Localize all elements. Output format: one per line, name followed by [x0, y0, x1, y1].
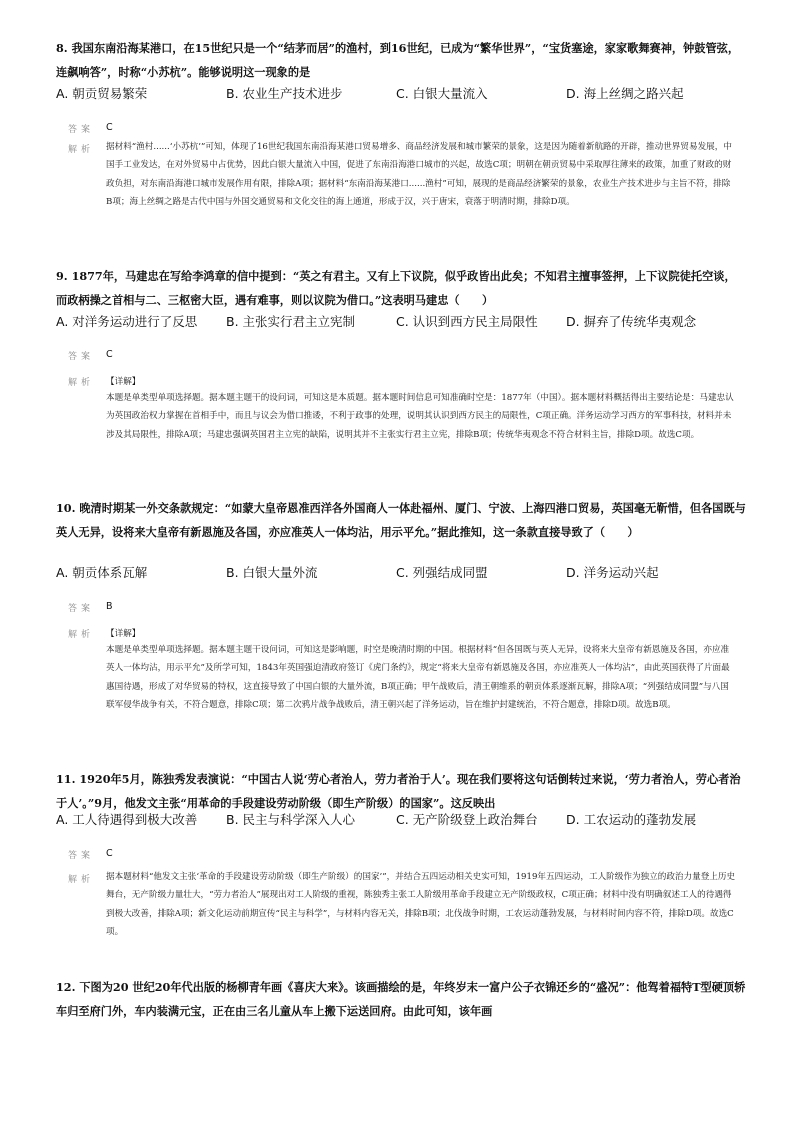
question-10-stem: 10. 晚清时期某一外交条款规定：“如蒙大皇帝恩准西洋各外国商人一体赴福州、厦门、宁波、上海四港口贸易，英国毫无靳惜，但各国既与英人无异，设将来大皇帝有新恩施及各国，亦应准英人一体均沾，用示平允。”据此推知，这一条款直接导致了（ ） [56, 501, 746, 539]
question-9-options [56, 312, 746, 332]
question-11-stem: 11. 1920年5月，陈独秀发表演说：“中国古人说‘劳心者治人，劳力者治于人’。现在我们要将这句话倒转过来说，‘劳力者治人，劳心者治于人’。”9月，他发文主张“用革命的手段建设劳动阶级（即生产阶级）的国家”。这反映出 [56, 772, 741, 810]
option-d[interactable]: D. 洋务运动兴起 [566, 565, 659, 580]
detail-label: 【详解】 [106, 629, 141, 639]
answer-label: 答案 [68, 352, 95, 362]
option-c[interactable]: C. 认识到西方民主局限性 [396, 314, 538, 329]
option-a[interactable]: A. 工人待遇得到极大改善 [56, 812, 198, 827]
answer-value: C [106, 349, 113, 360]
question-8-stem: 8. 我国东南沿海某港口，在15世纪只是一个“结茅而居”的渔村，到16世纪，已成为“繁华世界”，“宝货塞途，家家歌舞赛神，钟鼓管弦，连飙响答”，时称“小苏杭”。能够说明这一现象的是 [56, 41, 740, 79]
option-b[interactable]: B. 主张实行君主立宪制 [226, 314, 356, 329]
question-11-options [56, 810, 746, 830]
option-a[interactable]: A. 朝贡体系瓦解 [56, 565, 148, 580]
option-c[interactable]: C. 无产阶级登上政治舞台 [396, 812, 538, 827]
option-a[interactable]: A. 对洋务运动进行了反思 [56, 314, 198, 329]
analysis-text: 据本题材料“他发文主张‘革命的手段建设劳动阶级（即生产阶级）的国家’”，并结合五四运动相关史实可知，1919年五四运动，工人阶级作为独立的政治力量登上历史舞台，无产阶级力量壮大，“劳力者治人”展现出对工人阶级的重视，陈独秀主张工人阶级用革命手段建立无产阶级政权，C项正确；材料中没有明确叙述工人的待遇得到极大改善，排除A项；新文化运动前期宣传“民主与科学”，与材料内容无关，排除B项；北伐战争时期，工农运动蓬勃发展，与材料时间内容不符，排除D项。故选C项。 [106, 872, 736, 937]
question-8-options [56, 84, 746, 104]
analysis-label: 解析 [68, 378, 95, 388]
answer-label: 答案 [68, 851, 95, 861]
option-d[interactable]: D. 摒弃了传统华夷观念 [566, 314, 697, 329]
analysis-text: 本题是单类型单项选择题。据本题主题干设问词，可知这是影响题，时空是晚清时期的中国。根据材料“但各国既与英人无异，设将来大皇帝有新恩施及各国，亦应准英人一体均沾，用示平允”及所学可知，1843年英国强迫清政府签订《虎门条约》，规定“将来大皇帝有新恩施及各国，亦应准英人一体均沾”，由此英国获得了片面最惠国待遇，形成了对华贸易的特权，这直接导致了中国白银的大量外流，B项正确；甲午战败后，清王朝维系的朝贡体系逐渐瓦解，排除A项；“列强结成同盟”与八国联军侵华战争有关，不符合题意，排除C项；第二次鸦片战争战败后，清王朝兴起了洋务运动，旨在维护封建统治，不符合题意，排除D项。故选B项。 [106, 645, 730, 710]
detail-label: 【详解】 [106, 377, 141, 387]
question-12-stem: 12. 下图为20 世纪20年代出版的杨柳青年画《喜庆大来》。该画描绘的是，年终岁末一富户公子衣锦还乡的“盛况”：他驾着福特T型硬顶轿车归至府门外，车内装满元宝，正在由三名儿童从车上搬下运送回府。由此可知，该年画 [56, 980, 746, 1018]
option-c[interactable]: C. 列强结成同盟 [396, 565, 488, 580]
option-a[interactable]: A. 朝贡贸易繁荣 [56, 86, 148, 101]
option-b[interactable]: B. 民主与科学深入人心 [226, 812, 356, 827]
analysis-text: 本题是单类型单项选择题。据本题主题干的设问词，可知这是本质题。据本题时间信息可知准确时空是：1877年（中国）。据本题材料概括得出主要结论是：马建忠认为英国政治权力掌握在首相手中，而且与议会为借口推诿，不利于政事的处理，说明其认识到西方民主的局限性，C项正确。洋务运动学习西方的军事科技，材料并未涉及其局限性，排除A项；马建忠强调英国君主立宪的缺陷，说明其并不主张实行君主立宪，排除B项；传统华夷观念不符合材料主旨，排除D项。故选C项。 [106, 393, 734, 440]
option-d[interactable]: D. 工农运动的蓬勃发展 [566, 812, 697, 827]
answer-value: C [106, 122, 113, 133]
analysis-text: 据材料“渔村......‘小苏杭’”可知，体现了16世纪我国东南沿海某港口贸易增多、商品经济发展和城市繁荣的景象，这是因为随着新航路的开辟，推动世界贸易发展，中国手工业发达，在对外贸易中占优势，因此白银大量流入中国，促进了东南沿海港口城市的兴起，故选C项；明朝在朝贡贸易中采取厚往薄来的政策，加重了财政的财政负担，对东南沿海港口城市发展作用有限，排除A项；据材料“东南沿海某港口......渔村”可知，展现的是商品经济繁荣的景象，农业生产技术进步与主旨不符，排除B项；海上丝绸之路是古代中国与外国交通贸易和文化交往的海上通道，形成于汉，兴于唐宋，衰落于明清时期，排除D项。 [106, 142, 732, 207]
option-b[interactable]: B. 农业生产技术进步 [226, 86, 343, 101]
analysis-label: 解析 [68, 630, 95, 640]
option-b[interactable]: B. 白银大量外流 [226, 565, 318, 580]
question-9-stem: 9. 1877年，马建忠在写给李鸿章的信中提到：“英之有君主。又有上下议院，似乎政皆出此矣；不知君主擅事签押，上下议院徒托空谈，而政柄操之首相与二、三枢密大臣，遇有难事，则以议院为借口。”这表明马建忠（ ） [56, 269, 736, 307]
analysis-label: 解析 [68, 145, 95, 155]
answer-value: B [106, 601, 113, 612]
answer-label: 答案 [68, 125, 95, 135]
option-c[interactable]: C. 白银大量流入 [396, 86, 488, 101]
option-d[interactable]: D. 海上丝绸之路兴起 [566, 86, 684, 101]
question-10-options [56, 563, 746, 583]
analysis-label: 解析 [68, 875, 95, 885]
answer-value: C [106, 848, 113, 859]
answer-label: 答案 [68, 604, 95, 614]
